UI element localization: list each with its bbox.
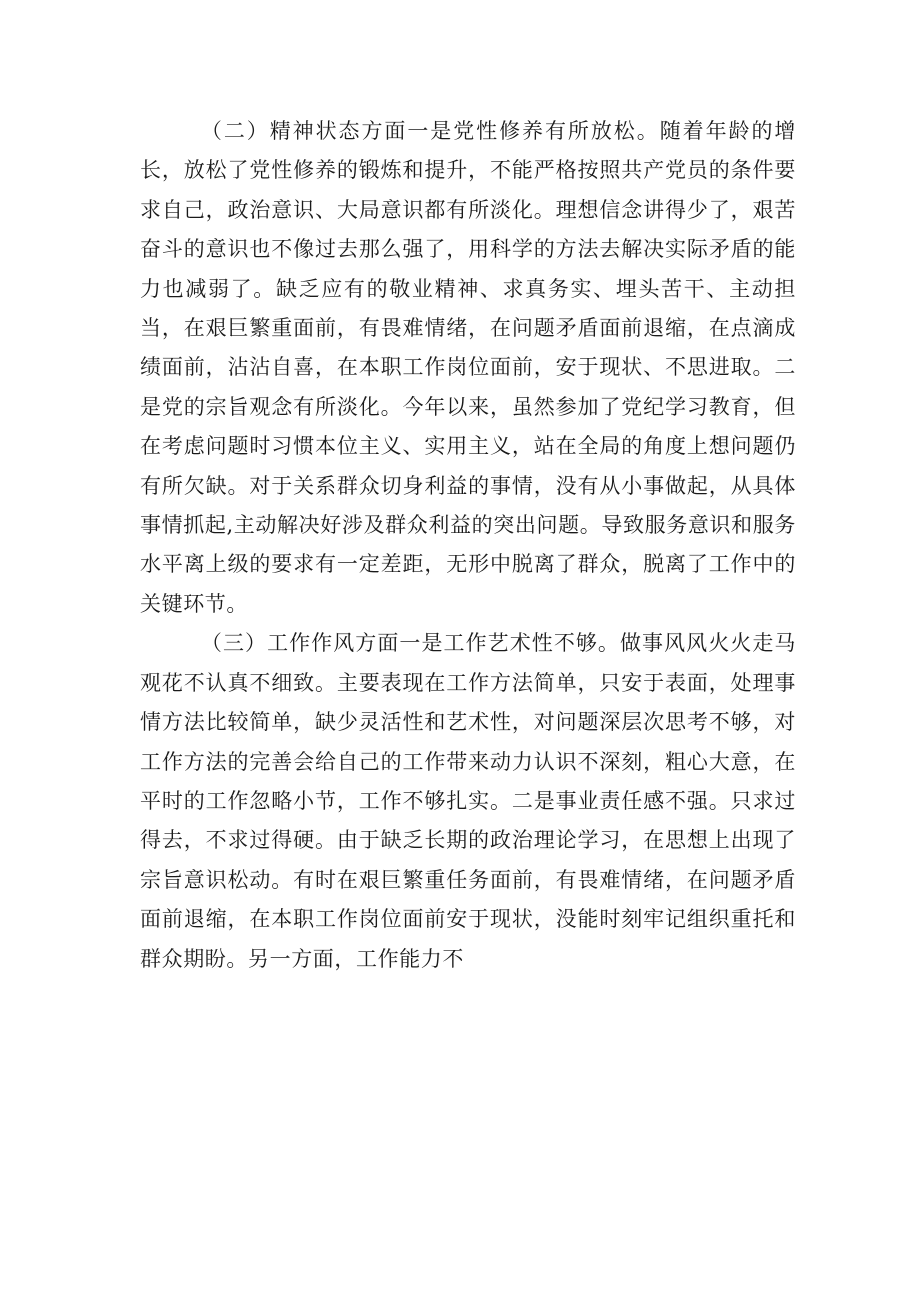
document-body: [140, 112, 796, 979]
paragraph-work-style: （三）工作作风方面一是工作艺术性不够。做事风风火火走马观花不认真不细致。主要表现在工作方法简单，只安于表面，处理事情方法比较简单，缺少灵活性和艺术性，对问题深层次思考不够，对工作方法的完善会给自己的工作带来动力认识不深刻，粗心大意，在平时的工作忽略小节，工作不够扎实。二是事业责任感不强。只求过得去，不求过得硬。由于缺乏长期的政治理论学习，在思想上出现了宗旨意识松动。有时在艰巨繁重任务面前，有畏难情绪，在问题矛盾面前退缩，在本职工作岗位面前安于现状，没能时刻牢记组织重托和群众期盼。另一方面，工作能力不: [140, 631, 796, 971]
paragraph-spiritual-state: （二）精神状态方面一是党性修养有所放松。随着年龄的增长，放松了党性修养的锻炼和提升，不能严格按照共产党员的条件要求自己，政治意识、大局意识都有所淡化。理想信念讲得少了，艰苦奋斗的意识也不像过去那么强了，用科学的方法去解决实际矛盾的能力也减弱了。缺乏应有的敬业精神、求真务实、埋头苦干、主动担当，在艰巨繁重面前，有畏难情绪，在问题矛盾面前退缩，在点滴成绩面前，沾沾自喜，在本职工作岗位面前，安于现状、不思进取。二是党的宗旨观念有所淡化。今年以来，虽然参加了党纪学习教育，但在考虑问题时习惯本位主义、实用主义，站在全局的角度上想问题仍有所欠缺。对于关系群众切身利益的事情，没有从小事做起，从具体事情抓起,主动解决好涉及群众利益的突出问题。导致服务意识和服务水平离上级的要求有一定差距，无形中脱离了群众，脱离了工作中的关键环节。: [140, 119, 796, 616]
